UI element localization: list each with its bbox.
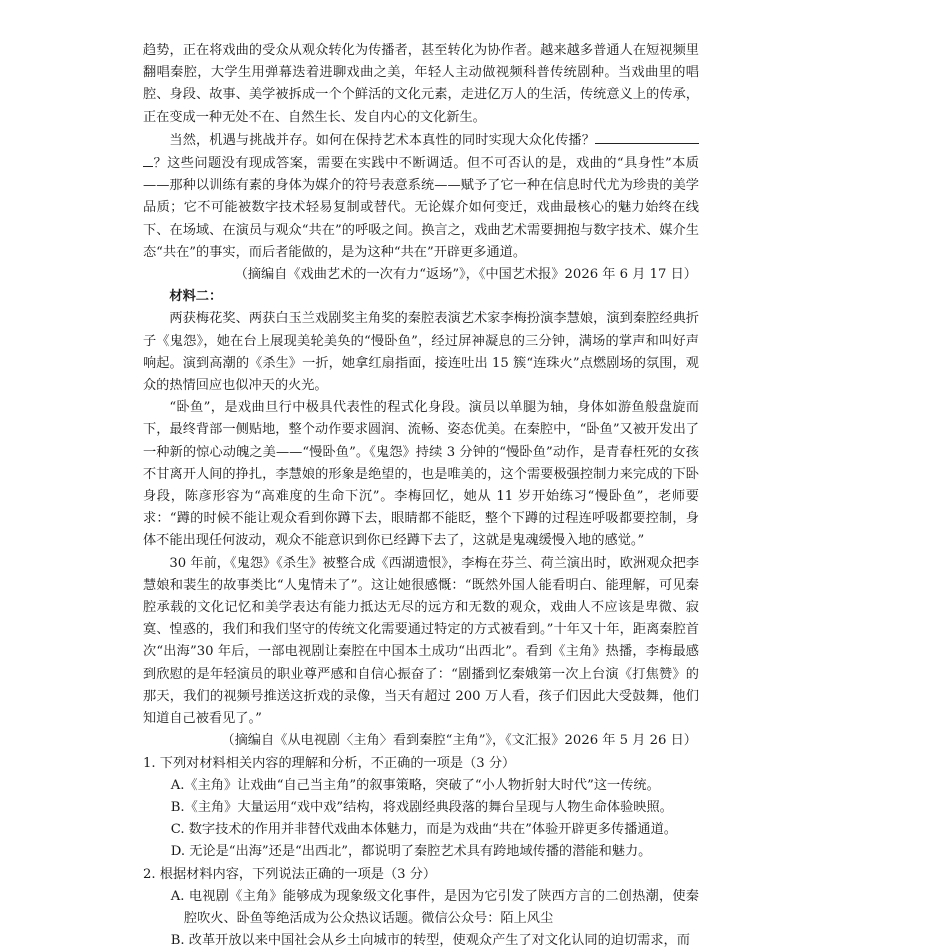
material1-source: （摘编自《戏曲艺术的一次有力“返场”》，《中国艺术报》2026 年 6 月 17 日）: [234, 267, 697, 283]
material1-paragraph-2-body: ？这些问题没有现成答案，需要在实践中不断调适。但不可否认的是，戏曲的“具身性”本质——那种以训练有素的身体为媒介的符号表意系统——赋予了它一种在信息时代尤为珍贵的美学品质；它不可能被数字技术轻易复制或替代。无论媒介如何变迁，戏曲最核心的魅力始终在线下、在场域、在演员与观众“共在”的呼吸之间。换言之，戏曲艺术需要拥抱与数字技术、媒介生态“共在”的事实，而后者能做的，是为这种“共在”开辟更多通道。: [143, 156, 699, 260]
material2-paragraph-1: 两获梅花奖、两获白玉兰戏剧奖主角奖的秦腔表演艺术家李梅扮演李慧娘，演到秦腔经典折子《鬼怨》，她在台上展现美轮美奂的“慢卧鱼”，经过屏神凝息的三分钟，满场的掌声和叫好声响起。演到高潮的《杀生》一折，她拿红扇指面，接连吐出 15 簇“连珠火”点燃剧场的氛围，观众的热情回应也似冲天的火光。: [143, 311, 699, 394]
material2-source: （摘编自《从电视剧〈主角〉看到秦腔“主角”》，《文汇报》2026 年 5 月 26 日）: [221, 733, 697, 749]
material1-paragraph-2-lead: 当然，机遇与挑战并存。如何在保持艺术本真性的同时实现大众化传播？: [169, 132, 595, 148]
answer-blank-end: [143, 152, 153, 167]
question-1-option-d: D. 无论是“出海”还是“出西北”，都说明了秦腔艺术具有跨地域传播的潜能和魅力。: [170, 844, 652, 860]
material1-paragraph-1: 趋势，正在将戏曲的受众从观众转化为传播者，甚至转化为协作者。越来越多普通人在短视频里翻唱秦腔，大学生用弹幕迭着进聊戏曲之美，年轻人主动做视频科普传统剧种。当戏曲里的唱腔、身段、故事、美学被拆成一个个鲜活的文化元素，走进亿万人的生活，传统意义上的传承，正在变成一种无处不在、自然生长、发自内心的文化新生。: [143, 43, 699, 125]
material2-paragraph-2: “卧鱼”，是戏曲旦行中极具代表性的程式化身段。演员以单腿为轴，身体如游鱼般盘旋而下，最终背部一侧贴地，整个动作要求圆润、流畅、姿态优美。在秦腔中，“卧鱼”又被开发出了一种新的惊心动魄之美——“慢卧鱼”。《鬼怨》持续 3 分钟的“慢卧鱼”动作，是青春枉死的女孩不甘离开人间的挣扎，李慧娘的形象是绝望的，也是唯美的，这个需要极强控制力来完成的下卧身段，陈彦形容为“高难度的生命下沉”。李梅回忆，她从 11 岁开始练习“慢卧鱼”，老师要求：“蹲的时候不能让观众看到你蹲下去，眼睛都不能眨，整个下蹲的过程连呼吸都要控制，身体不能出现任何波动，观众不能意识到你已经蹲下去了，这就是鬼魂缓慢入地的感觉。”: [143, 400, 699, 549]
question-2-option-b: B. 改革开放以来中国社会从乡土向城市的转型，使观众产生了对文化认同的迫切需求，而: [170, 933, 690, 949]
material2-paragraph-3: 30 年前，《鬼怨》《杀生》被整合成《西湖遗恨》，李梅在芬兰、荷兰演出时，欧洲观众把李慧娘和裴生的故事类比“人鬼情未了”。这让她很感慨：“既然外国人能看明白、能理解，可见秦腔承载的文化记忆和美学表达有能力抵达无尽的远方和无数的观众，戏曲人不应该是卑微、寂寞、惶惑的，我们和我们坚守的传统文化需要通过特定的方式被看到。”十年又十年，距离秦腔首次“出海”30 年后，一部电视剧让秦腔在中国本土成功“出西北”。看到《主角》热播，李梅最感到欣慰的是年轻演员的职业尊严感和自信心振奋了：“剧播到忆秦娥第一次上台演《打焦赞》的那天，我们的视频号推送这折戏的录像，当天有超过 200 万人看，孩子们因此大受鼓舞，他们知道自己被看见了。”: [143, 555, 699, 727]
question-2-option-a: A. 电视剧《主角》能够成为现象级文化事件，是因为它引发了陕西方言的二创热潮，使秦腔吹火、卧鱼等绝活成为公众热议话题。微信公众号：陌上风尘: [170, 888, 699, 926]
question-1-option-a: A.《主角》让戏曲“自己当主角”的叙事策略，突破了“小人物折射大时代”这一传统。: [170, 777, 660, 793]
material1-paragraph-2: [143, 129, 699, 264]
question-1-option-c: C. 数字技术的作用并非替代戏曲本体魅力，而是为戏曲“共在”体验开辟更多传播通道。: [170, 822, 677, 838]
question-1-stem: 1. 下列对材料相关内容的理解和分析，不正确的一项是（3 分）: [143, 755, 516, 771]
question-1-option-b: B.《主角》大量运用“戏中戏”结构，将戏剧经典段落的舞台呈现与人物生命体验映照。: [170, 799, 673, 815]
exam-page: [143, 40, 699, 952]
material2-heading: 材料二：: [169, 289, 223, 305]
answer-blank: [595, 129, 699, 144]
question-2-stem: 2. 根据材料内容，下列说法正确的一项是（3 分）: [143, 866, 437, 882]
